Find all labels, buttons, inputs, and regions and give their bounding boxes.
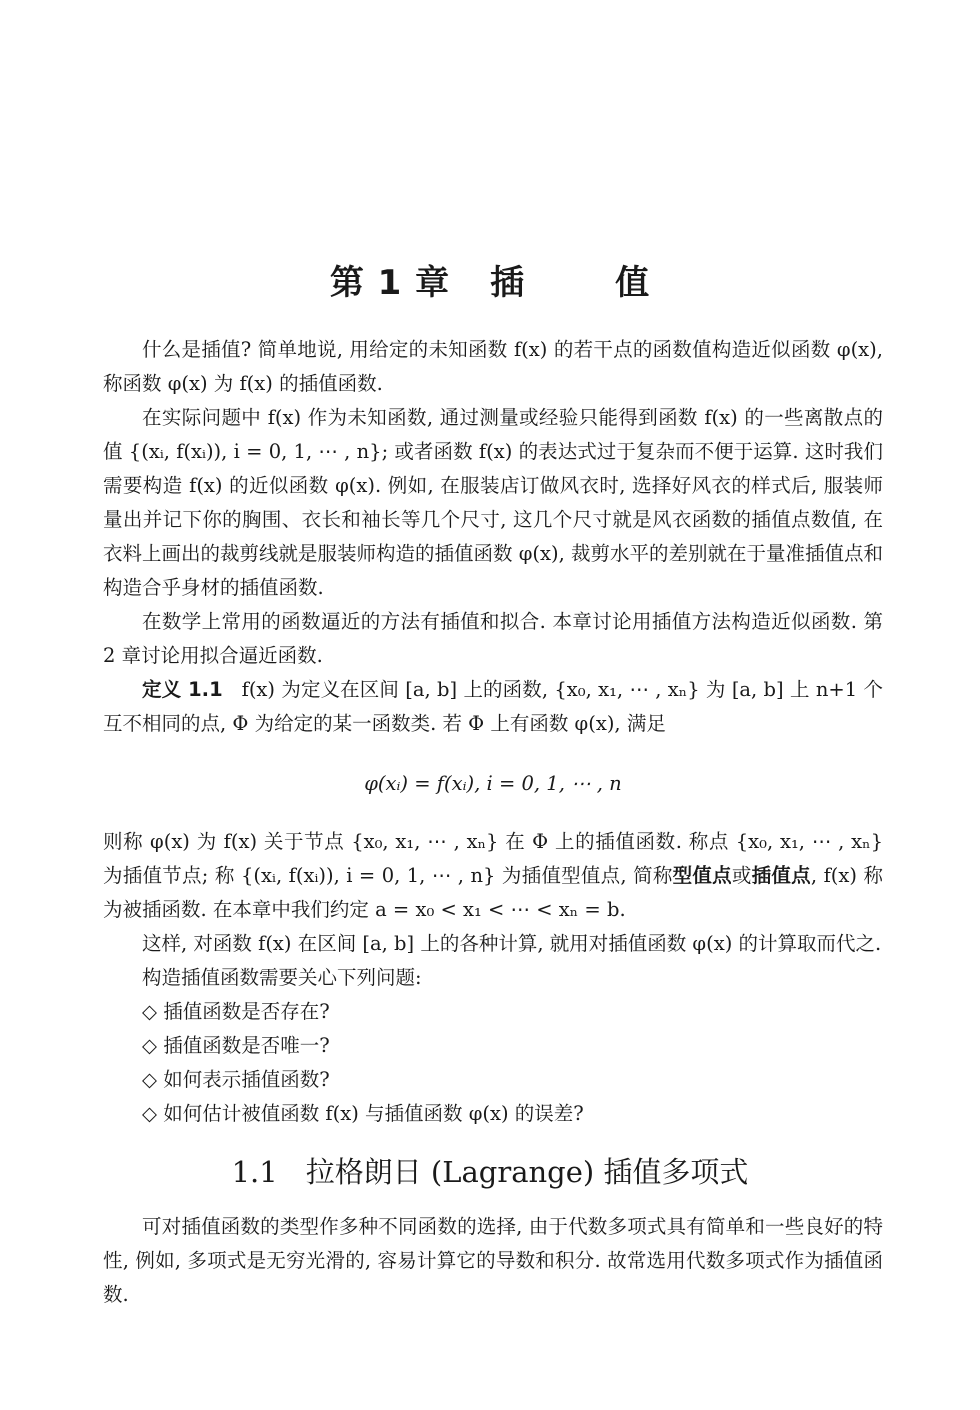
question-item: ◇ 插值函数是否唯一? [142,1034,330,1057]
definition-conclusion-part2: , f(x) 称为被插函数. 在本章中我们约定 a = x₀ < x₁ < ⋯ < xₙ = b. [103,864,883,921]
paragraph-intro: 什么是插值? 简单地说, 用给定的未知函数 f(x) 的若干点的函数值构造近似函数 φ(x), 称函数 φ(x) 为 f(x) 的插值函数. [103,338,883,395]
bold-term-shape-point: 型值点 [672,864,732,887]
definition-conclusion-part1: 则称 φ(x) 为 f(x) 关于节点 {x₀, x₁, ⋯ , xₙ} 在 Φ 上的插值函数. 称点 {x₀, x₁, ⋯ , xₙ} 为插值节点; 称 {(xᵢ, f(xᵢ)), i = 0, 1, ⋯ , n} 为插值型值点, 简称 [103,830,883,887]
chapter-title [0,255,980,304]
paragraph-questions-intro: 构造插值函数需要关心下列问题: [142,966,422,989]
paragraph-practical-problem: 在实际问题中 f(x) 作为未知函数, 通过测量或经验只能得到函数 f(x) 的一些离散点的值 {(xᵢ, f(xᵢ)), i = 0, 1, ⋯ , n}; 或者函数 f(x) 的表达式过于复杂而不便于运算. 这时我们需要构造 f(x) 的近似函数 φ(x). 例如, 在服装店订做风衣时, 选择好风衣的样式后, 服装师量出并记下你的胸围、衣长和袖长等几个尺寸, 这几个尺寸就是风衣函数的插值点数值, 在衣料上画出的裁剪线就是服装师构造的插值函数 φ(x), 裁剪水平的差别就在于量准插值点和构造合乎身材的插值函数. [103,406,883,599]
section-heading [0,1150,980,1191]
interpolation-formula: φ(xᵢ) = f(xᵢ), i = 0, 1, ⋯ , n [364,772,622,795]
chapter-prefix: 第 1 章 [329,263,451,303]
paragraph-replacement: 这样, 对函数 f(x) 在区间 [a, b] 上的各种计算, 就用对插值函数 φ(x) 的计算取而代之. [142,932,882,955]
chapter-title-char-1: 插 [490,263,526,303]
chapter-body [103,333,883,1131]
paragraph-approximation-methods: 在数学上常用的函数逼近的方法有插值和拟合. 本章讨论用插值方法构造近似函数. 第 2 章讨论用拟合逼近函数. [103,610,883,667]
section-number: 1.1 [231,1155,278,1189]
section-body [103,1210,883,1312]
question-item: ◇ 插值函数是否存在? [142,1000,330,1023]
paragraph-section-intro: 可对插值函数的类型作多种不同函数的选择, 由于代数多项式具有简单和一些良好的特性, 例如, 多项式是无穷光滑的, 容易计算它的导数和积分. 故常选用代数多项式作为插值函数. [103,1215,883,1306]
definition-label: 定义 1.1 [142,678,223,701]
question-list [103,995,883,1131]
definition-conclusion [103,825,883,927]
definition-text: f(x) 为定义在区间 [a, b] 上的函数, {x₀, x₁, ⋯ , xₙ} 为 [a, b] 上 n+1 个互不相同的点, Φ 为给定的某一函数类. 若 Φ 上有函数 φ(x), 满足 [103,678,883,735]
definition-block [103,673,883,741]
section-title: 拉格朗日 (Lagrange) 插值多项式 [305,1155,749,1189]
definition-conclusion-or: 或 [731,864,752,887]
bold-term-interpolation-point: 插值点 [751,864,811,887]
question-item: ◇ 如何表示插值函数? [142,1068,330,1091]
question-item: ◇ 如何估计被值函数 f(x) 与插值函数 φ(x) 的误差? [142,1102,584,1125]
chapter-title-char-2: 值 [615,263,651,303]
